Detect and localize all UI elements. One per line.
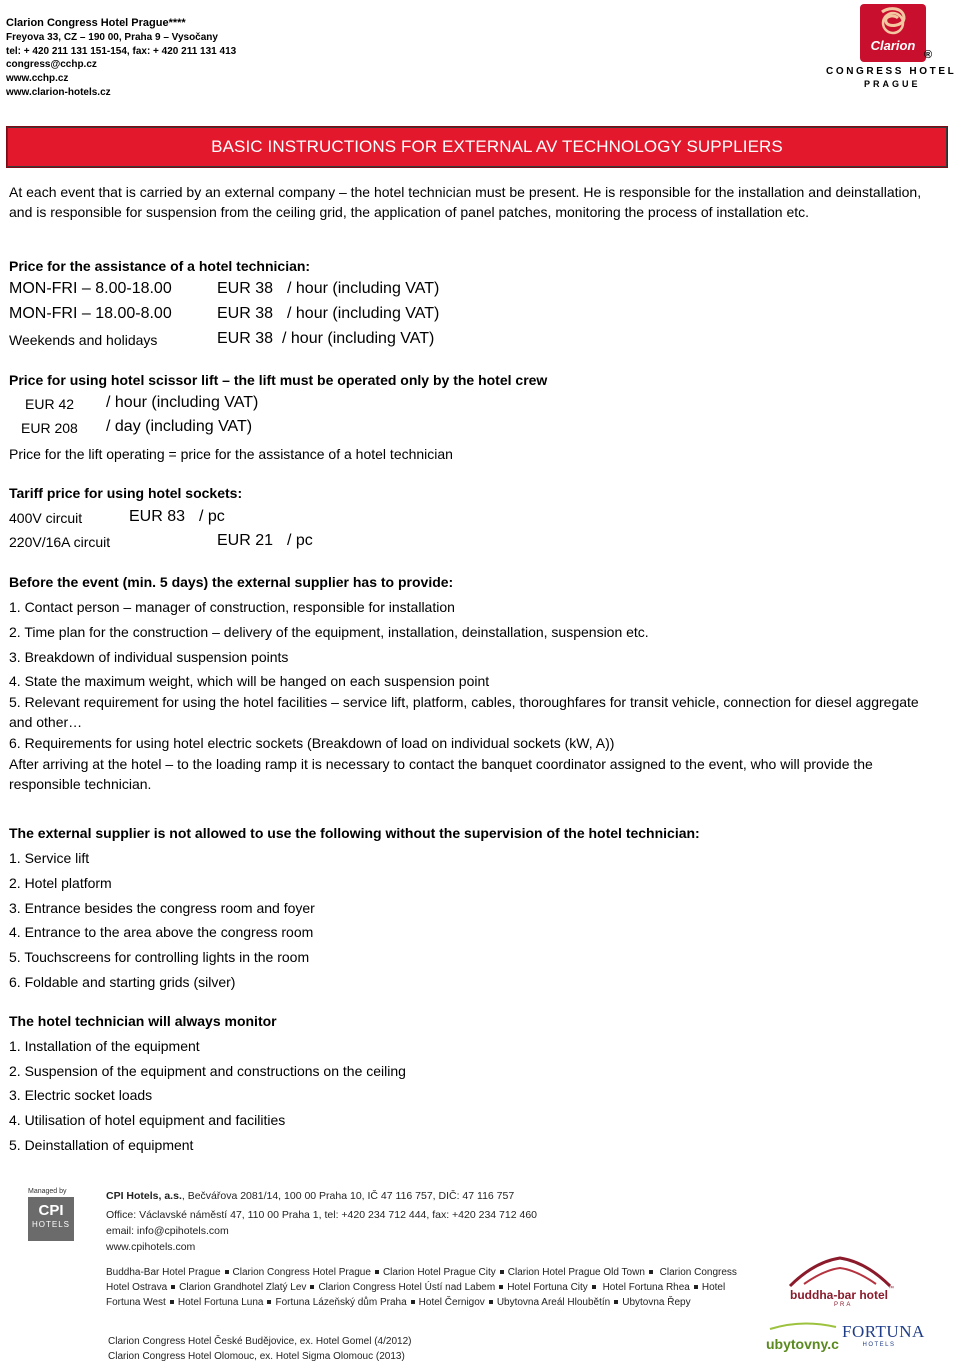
- list-item: 5. Touchscreens for controlling lights in the room: [9, 949, 310, 965]
- technician-price-label: MON-FRI – 8.00-18.00: [9, 280, 172, 297]
- bullet-icon: [489, 1300, 493, 1304]
- hotel-name-item: Ubytovna Areál Hloubětín: [496, 1297, 611, 1308]
- before-event-heading: Before the event (min. 5 days) the external supplier has to provide:: [9, 574, 454, 590]
- list-item: 3. Electric socket loads: [9, 1087, 153, 1103]
- lift-price-heading: Price for using hotel scissor lift – the lift must be operated only by the hotel crew: [9, 372, 548, 388]
- socket-price: EUR 21: [217, 532, 274, 549]
- lift-price-value: EUR 42: [25, 396, 75, 412]
- fortuna-logo: [842, 1322, 925, 1356]
- list-item: 4. Utilisation of hotel equipment and facilities: [9, 1112, 286, 1128]
- bullet-icon: [614, 1300, 618, 1304]
- lift-price-unit: / day (including VAT): [106, 418, 253, 435]
- sockets-heading: Tariff price for using hotel sockets:: [9, 485, 243, 501]
- company-website[interactable]: www.cpihotels.com: [106, 1241, 196, 1253]
- hotel-name-item: Hotel Fortuna West: [106, 1282, 726, 1308]
- hotel-name-item: Clarion Hotel Prague City: [382, 1267, 496, 1278]
- technician-price-value: EUR 38: [217, 330, 274, 347]
- registered-mark: ®: [924, 49, 933, 61]
- list-item: 1. Installation of the equipment: [9, 1038, 200, 1054]
- hotel-name: Clarion Congress Hotel Prague****: [6, 17, 186, 29]
- former-hotel-2: Clarion Congress Hotel Olomouc, ex. Hotel Sigma Olomouc (2013): [108, 1351, 405, 1362]
- company-name: CPI Hotels, a.s.: [106, 1190, 182, 1202]
- list-item: 2. Suspension of the equipment and constructions on the ceiling: [9, 1063, 406, 1079]
- bullet-icon: [499, 1285, 503, 1289]
- hotel-name-item: Hotel Fortuna Rhea: [602, 1282, 690, 1293]
- socket-unit: / pc: [199, 508, 225, 525]
- buddha-bar-sub: PRA: [834, 1302, 853, 1308]
- clarion-logo: [860, 4, 926, 62]
- managed-by-label: Managed by: [28, 1188, 67, 1195]
- hotel-name-item: Fortuna Lázeňský dům Praha: [275, 1297, 407, 1308]
- list-item: 2. Time plan for the construction – delivery of the equipment, installation, deinstallation, suspension etc.: [9, 624, 649, 640]
- bullet-icon: [310, 1285, 314, 1289]
- company-address: , Bečvářova 2081/14, 100 00 Praha 10, IČ 47 116 757, DIČ: 47 116 757: [181, 1190, 515, 1202]
- list-item: 3. Entrance besides the congress room and foyer: [9, 900, 315, 916]
- hotel-name-item: Clarion Hotel Prague Old Town: [507, 1267, 645, 1278]
- cpi-logo-box: [28, 1197, 74, 1241]
- technician-price-heading: Price for the assistance of a hotel technician:: [9, 258, 311, 274]
- socket-label: 400V circuit: [9, 510, 83, 526]
- technician-price-label: Weekends and holidays: [9, 332, 158, 348]
- hotel-email[interactable]: congress@cchp.cz: [6, 59, 97, 71]
- not-allowed-heading: The external supplier is not allowed to use the following without the supervision of the hotel technician:: [9, 825, 700, 841]
- company-line: [106, 1189, 514, 1204]
- lift-price-value: EUR 208: [21, 420, 78, 436]
- list-item: 3. Breakdown of individual suspension points: [9, 649, 289, 665]
- bullet-icon: [171, 1285, 175, 1289]
- bullet-icon: [375, 1270, 379, 1274]
- ubytovny-logo: [766, 1318, 840, 1354]
- bullet-icon: [592, 1285, 596, 1289]
- hotel-name-item: Hotel Černigov: [418, 1297, 485, 1308]
- buddha-bar-tm: ™: [888, 1286, 894, 1292]
- list-item: 5. Relevant requirement for using the hotel facilities – service lift, platform, cables, thoroughfares for transit vehicle, connection for diesel aggregate and other…: [9, 694, 919, 730]
- bullet-icon: [225, 1270, 229, 1274]
- clarion-logo-mark: [860, 4, 926, 62]
- monitor-heading: The hotel technician will always monitor: [9, 1013, 277, 1029]
- technician-price-value: EUR 38: [217, 280, 274, 297]
- office-line: Office: Václavské náměstí 47, 110 00 Praha 1, tel: +420 234 712 444, fax: +420 234 712 460: [106, 1209, 538, 1221]
- socket-price: EUR 83: [129, 508, 186, 525]
- technician-price-unit: / hour (including VAT): [287, 305, 440, 322]
- page-title: BASIC INSTRUCTIONS FOR EXTERNAL AV TECHNOLOGY SUPPLIERS: [211, 137, 783, 156]
- title-banner: [6, 126, 948, 168]
- list-item: 2. Hotel platform: [9, 875, 112, 891]
- intro-paragraph: At each event that is carried by an external company – the hotel technician must be present. He is responsible for the installation and deinstallation, and is responsible for suspension from the ceiling grid, the application of panel patches, monitoring the process of installation etc.: [9, 184, 922, 220]
- hotel-website[interactable]: www.cchp.cz: [6, 73, 69, 85]
- lift-price-unit: / hour (including VAT): [106, 394, 259, 411]
- technician-price-unit: / hour (including VAT): [282, 330, 435, 347]
- buddha-bar-text: buddha-bar hotel: [790, 1288, 888, 1302]
- list-item: 6. Foldable and starting grids (silver): [9, 974, 236, 990]
- logo-prague: PRAGUE: [864, 79, 921, 89]
- list-item: 1. Contact person – manager of construction, responsible for installation: [9, 599, 455, 615]
- bullet-icon: [411, 1300, 415, 1304]
- hotel-address: Freyova 33, CZ – 190 00, Praha 9 – Vysočany: [6, 31, 218, 43]
- hotel-name-item: Ubytovna Řepy: [622, 1297, 691, 1308]
- socket-label: 220V/16A circuit: [9, 534, 111, 550]
- clarion-logo-text: Clarion: [870, 38, 916, 53]
- former-hotel-1: Clarion Congress Hotel České Budějovice, ex. Hotel Gomel (4/2012): [108, 1336, 412, 1347]
- list-item: 6. Requirements for using hotel electric sockets (Breakdown of load on individual sockets (kW, A)): [9, 735, 615, 751]
- bullet-icon: [267, 1300, 271, 1304]
- hotel-name-item: Clarion Congress Hotel Ústí nad Labem: [318, 1282, 496, 1293]
- list-item: 5. Deinstallation of equipment: [9, 1137, 194, 1153]
- hotel-name-item: Clarion Congress Hotel Ostrava: [106, 1267, 737, 1293]
- hotel-address-block: [6, 17, 236, 100]
- lift-price-note: Price for the lift operating = price for the assistance of a hotel technician: [9, 446, 453, 462]
- hotel-name-item: Hotel Fortuna City: [507, 1282, 588, 1293]
- technician-price-unit: / hour (including VAT): [287, 280, 440, 297]
- hotel-name-item: Buddha-Bar Hotel Prague: [106, 1267, 221, 1278]
- hotel-name-item: Clarion Grandhotel Zlatý Lev: [179, 1282, 307, 1293]
- bullet-icon: [170, 1300, 174, 1304]
- ubytovny-swoosh-icon: [766, 1321, 840, 1331]
- technician-price-label: MON-FRI – 18.00-8.00: [9, 305, 172, 322]
- cpi-logo-hotels: HOTELS: [31, 1220, 70, 1229]
- technician-price-value: EUR 38: [217, 305, 274, 322]
- bullet-icon: [694, 1285, 698, 1289]
- logo-congress-hotel: CONGRESS HOTEL: [826, 66, 957, 77]
- clarion-website[interactable]: www.clarion-hotels.cz: [6, 86, 111, 98]
- list-item: 4. Entrance to the area above the congress room: [9, 924, 314, 940]
- after-arrival-paragraph: After arriving at the hotel – to the loading ramp it is necessary to contact the banquet coordinator assigned to the event, who will provide the responsible technician.: [9, 756, 873, 792]
- list-item: 4. State the maximum weight, which will be hanged on each suspension point: [9, 673, 490, 689]
- hotels-list: [106, 1265, 756, 1310]
- cpi-logo-text: CPI: [38, 1202, 64, 1219]
- bullet-icon: [649, 1270, 653, 1274]
- list-item: 1. Service lift: [9, 850, 90, 866]
- fortuna-sub: HOTELS: [862, 1342, 896, 1348]
- hotel-name-item: Clarion Congress Hotel Prague: [232, 1267, 371, 1278]
- company-email[interactable]: email: info@cpihotels.com: [106, 1225, 229, 1237]
- fortuna-text: FORTUNA: [842, 1322, 925, 1341]
- cpi-hotels-logo: [28, 1188, 76, 1244]
- socket-unit: / pc: [287, 532, 313, 549]
- hotel-phone: tel: + 420 211 131 151-154, fax: + 420 211 131 413: [6, 45, 237, 57]
- hotel-name-item: Hotel Fortuna Luna: [177, 1297, 264, 1308]
- bullet-icon: [500, 1270, 504, 1274]
- buddha-bar-logo: [784, 1254, 896, 1312]
- ubytovny-text: ubytovny.c: [766, 1336, 839, 1352]
